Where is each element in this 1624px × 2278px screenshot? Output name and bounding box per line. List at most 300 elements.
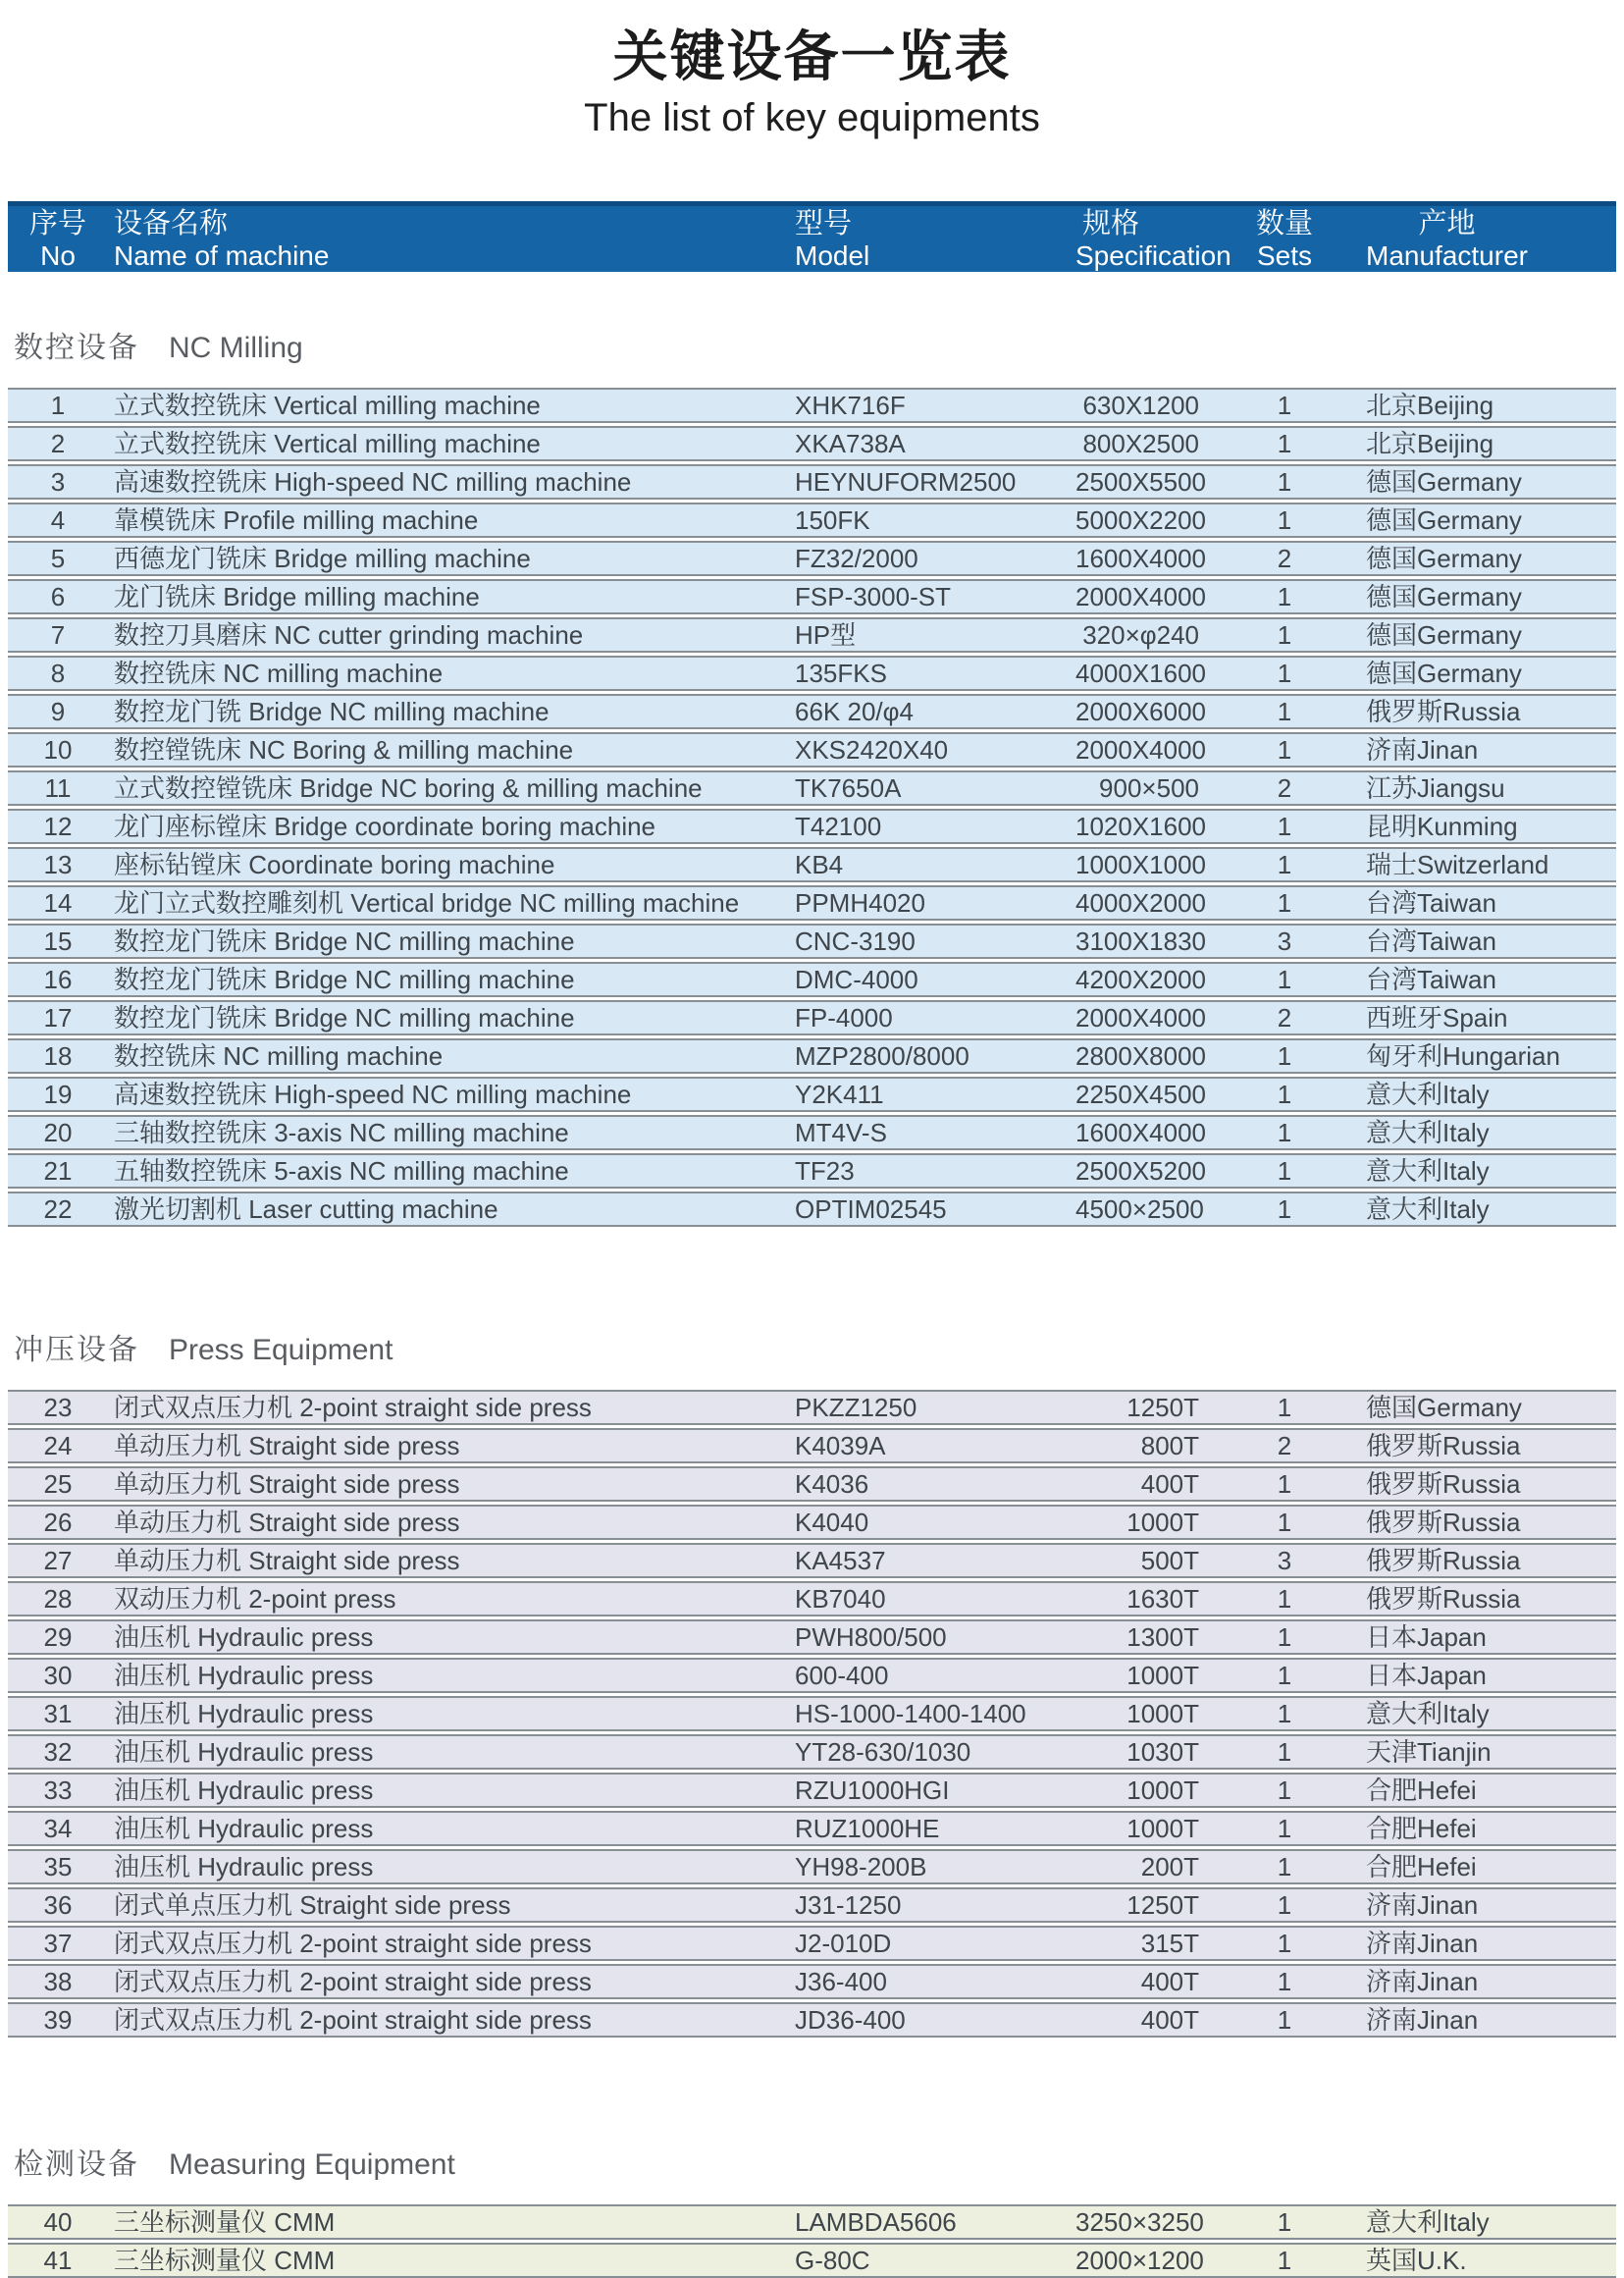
- table-row: [8, 1811, 1616, 1846]
- cell-spec: 4500×2500: [1075, 1194, 1204, 1224]
- cell-name: 油压机 Hydraulic press: [114, 1622, 374, 1652]
- cell-name: 龙门立式数控雕刻机 Vertical bridge NC milling machine: [114, 888, 740, 918]
- cell-manufacturer: 济南Jinan: [1366, 735, 1479, 765]
- cell-no: 11: [44, 773, 72, 803]
- cell-manufacturer: 德国Germany: [1366, 1393, 1522, 1422]
- cell-no: 1: [50, 391, 66, 420]
- cell-model: PPMH4020: [795, 888, 925, 918]
- cell-model: YT28-630/1030: [795, 1737, 971, 1767]
- cell-sets: 1: [1277, 1622, 1292, 1652]
- cell-manufacturer: 德国Germany: [1366, 467, 1522, 497]
- cell-sets: 1: [1277, 1080, 1292, 1109]
- cell-name: 油压机 Hydraulic press: [114, 1699, 374, 1728]
- cell-name: 双动压力机 2-point press: [114, 1584, 396, 1614]
- cell-model: RUZ1000HE: [795, 1814, 940, 1843]
- cell-manufacturer: 台湾Taiwan: [1366, 888, 1496, 918]
- table-row: [8, 2204, 1616, 2240]
- cell-name: 数控铣床 NC milling machine: [114, 659, 444, 688]
- cell-manufacturer: 济南Jinan: [1366, 2005, 1479, 2035]
- cell-manufacturer: 西班牙Spain: [1366, 1003, 1508, 1033]
- table-row: [8, 617, 1616, 653]
- cell-manufacturer: 济南Jinan: [1366, 1929, 1479, 1958]
- cell-spec: 200T: [1140, 1852, 1199, 1881]
- cell-sets: 1: [1277, 812, 1292, 841]
- table-row: [8, 1466, 1616, 1502]
- cell-no: 14: [43, 888, 73, 918]
- section-label: 检测设备 Measuring Equipment: [14, 2148, 455, 2181]
- table-row: [8, 1428, 1616, 1463]
- cell-manufacturer: 俄罗斯Russia: [1366, 1584, 1521, 1614]
- table-row: [8, 809, 1616, 844]
- cell-no: 34: [43, 1814, 73, 1843]
- cell-model: LAMBDA5606: [795, 2207, 957, 2237]
- table-row: [8, 1658, 1616, 1693]
- cell-manufacturer: 德国Germany: [1366, 582, 1522, 611]
- cell-spec: 400T: [1140, 2005, 1199, 2035]
- cell-name: 三坐标测量仪 CMM: [114, 2207, 336, 2237]
- cell-manufacturer: 意大利Italy: [1366, 1699, 1490, 1728]
- cell-manufacturer: 德国Germany: [1366, 544, 1522, 573]
- cell-model: K4036: [795, 1469, 869, 1499]
- cell-sets: 1: [1277, 1890, 1292, 1920]
- cell-spec: 1600X4000: [1075, 544, 1207, 573]
- cell-name: 靠模铣床 Profile milling machine: [114, 505, 479, 535]
- table-row: [8, 656, 1616, 691]
- rows-container: [8, 1390, 1616, 2038]
- cell-manufacturer: 意大利Italy: [1366, 2207, 1490, 2237]
- table-row: [8, 1115, 1616, 1150]
- cell-model: DMC-4000: [795, 965, 918, 994]
- table-row: [8, 694, 1616, 729]
- cell-manufacturer: 俄罗斯Russia: [1366, 1546, 1521, 1575]
- cell-no: 33: [43, 1775, 73, 1805]
- cell-no: 32: [43, 1737, 73, 1767]
- cell-model: XKA738A: [795, 429, 906, 458]
- cell-spec: 2000X4000: [1075, 735, 1207, 765]
- cell-model: KB7040: [795, 1584, 886, 1614]
- cell-spec: 1250T: [1126, 1890, 1199, 1920]
- cell-sets: 1: [1277, 1469, 1292, 1499]
- cell-spec: 5000X2200: [1075, 505, 1207, 535]
- cell-model: JD36-400: [795, 2005, 906, 2035]
- cell-sets: 1: [1277, 1699, 1292, 1728]
- cell-no: 38: [43, 1967, 73, 1996]
- column-header-specification: 规格 Specification: [1075, 207, 1231, 271]
- cell-name: 数控刀具磨床 NC cutter grinding machine: [114, 620, 584, 650]
- cell-model: G-80C: [795, 2246, 870, 2275]
- cell-sets: 1: [1277, 1967, 1292, 1996]
- cell-name: 数控龙门铣 Bridge NC milling machine: [114, 697, 550, 726]
- cell-manufacturer: 日本Japan: [1366, 1622, 1487, 1652]
- table-row: [8, 1581, 1616, 1616]
- cell-sets: 2: [1277, 773, 1292, 803]
- table-row: [8, 1153, 1616, 1189]
- cell-manufacturer: 济南Jinan: [1366, 1890, 1479, 1920]
- cell-no: 23: [43, 1393, 73, 1422]
- cell-name: 座标钻镗床 Coordinate boring machine: [114, 850, 555, 879]
- cell-spec: 320×φ240: [1082, 620, 1199, 650]
- cell-no: 8: [50, 659, 66, 688]
- cell-spec: 1020X1600: [1075, 812, 1207, 841]
- cell-spec: 1000T: [1126, 1661, 1199, 1690]
- table-row: [8, 1887, 1616, 1923]
- cell-manufacturer: 昆明Kunming: [1366, 812, 1518, 841]
- table-row: [8, 464, 1616, 500]
- table-row: [8, 1926, 1616, 1961]
- cell-sets: 1: [1277, 1584, 1292, 1614]
- cell-no: 36: [43, 1890, 73, 1920]
- cell-name: 油压机 Hydraulic press: [114, 1737, 374, 1767]
- cell-no: 7: [50, 620, 66, 650]
- column-header-model: 型号 Model: [795, 207, 870, 271]
- cell-model: TK7650A: [795, 773, 902, 803]
- cell-model: KA4537: [795, 1546, 886, 1575]
- cell-manufacturer: 合肥Hefei: [1366, 1775, 1477, 1805]
- cell-spec: 2800X8000: [1075, 1041, 1207, 1071]
- table-row: [8, 1696, 1616, 1731]
- cell-name: 立式数控铣床 Vertical milling machine: [114, 429, 541, 458]
- cell-sets: 1: [1277, 1929, 1292, 1958]
- cell-name: 数控龙门铣床 Bridge NC milling machine: [114, 965, 575, 994]
- cell-name: 激光切割机 Laser cutting machine: [114, 1194, 498, 1224]
- cell-no: 6: [50, 582, 66, 611]
- cell-no: 9: [50, 697, 66, 726]
- cell-spec: 1000X1000: [1075, 850, 1207, 879]
- cell-spec: 800X2500: [1082, 429, 1199, 458]
- cell-no: 27: [43, 1546, 73, 1575]
- cell-spec: 4000X1600: [1075, 659, 1207, 688]
- table-row: [8, 503, 1616, 538]
- cell-name: 龙门座标镗床 Bridge coordinate boring machine: [114, 812, 656, 841]
- cell-spec: 2000X6000: [1075, 697, 1207, 726]
- cell-manufacturer: 俄罗斯Russia: [1366, 1508, 1521, 1537]
- cell-manufacturer: 意大利Italy: [1366, 1156, 1490, 1186]
- cell-spec: 315T: [1140, 1929, 1199, 1958]
- cell-no: 26: [43, 1508, 73, 1537]
- cell-model: 150FK: [795, 505, 870, 535]
- cell-name: 闭式双点压力机 2-point straight side press: [114, 1929, 592, 1958]
- cell-spec: 1600X4000: [1075, 1118, 1207, 1147]
- cell-no: 28: [43, 1584, 73, 1614]
- cell-no: 18: [43, 1041, 73, 1071]
- cell-model: K4040: [795, 1508, 869, 1537]
- section-label: 冲压设备 Press Equipment: [14, 1334, 393, 1366]
- document-page: [0, 14, 1624, 2275]
- table-row: [8, 1077, 1616, 1112]
- cell-no: 24: [43, 1431, 73, 1460]
- cell-sets: 1: [1277, 1737, 1292, 1767]
- cell-sets: 1: [1277, 1775, 1292, 1805]
- cell-model: FP-4000: [795, 1003, 893, 1033]
- cell-name: 闭式双点压力机 2-point straight side press: [114, 1967, 592, 1996]
- cell-name: 油压机 Hydraulic press: [114, 1661, 374, 1690]
- cell-name: 三轴数控铣床 3-axis NC milling machine: [114, 1118, 569, 1147]
- cell-sets: 1: [1277, 888, 1292, 918]
- cell-no: 17: [43, 1003, 73, 1033]
- cell-sets: 1: [1277, 429, 1292, 458]
- table-row: [8, 1000, 1616, 1035]
- cell-manufacturer: 合肥Hefei: [1366, 1814, 1477, 1843]
- table-row: [8, 1964, 1616, 1999]
- cell-name: 数控镗铣床 NC Boring & milling machine: [114, 735, 574, 765]
- cell-spec: 630X1200: [1082, 391, 1199, 420]
- cell-spec: 2000X4000: [1075, 1003, 1207, 1033]
- table-row: [8, 1505, 1616, 1540]
- cell-sets: 1: [1277, 850, 1292, 879]
- cell-manufacturer: 俄罗斯Russia: [1366, 1469, 1521, 1499]
- column-header-sets: 数量 Sets: [1255, 207, 1313, 271]
- cell-no: 15: [43, 927, 73, 956]
- cell-spec: 4200X2000: [1075, 965, 1207, 994]
- cell-no: 10: [43, 735, 73, 765]
- cell-sets: 1: [1277, 582, 1292, 611]
- cell-manufacturer: 意大利Italy: [1366, 1080, 1490, 1109]
- cell-name: 油压机 Hydraulic press: [114, 1852, 374, 1881]
- cell-no: 21: [43, 1156, 73, 1186]
- cell-no: 37: [43, 1929, 73, 1958]
- section-press-equipment: [0, 1325, 1624, 2038]
- cell-name: 单动压力机 Straight side press: [114, 1508, 460, 1537]
- cell-manufacturer: 德国Germany: [1366, 659, 1522, 688]
- table-row: [8, 1849, 1616, 1884]
- cell-name: 西德龙门铣床 Bridge milling machine: [114, 544, 531, 573]
- cell-spec: 900×500: [1099, 773, 1199, 803]
- cell-spec: 1300T: [1126, 1622, 1199, 1652]
- cell-sets: 1: [1277, 2207, 1292, 2237]
- cell-manufacturer: 台湾Taiwan: [1366, 965, 1496, 994]
- cell-sets: 1: [1277, 1194, 1292, 1224]
- cell-spec: 3100X1830: [1075, 927, 1207, 956]
- section-nc-milling: [0, 323, 1624, 1227]
- cell-spec: 4000X2000: [1075, 888, 1207, 918]
- cell-model: HP型: [795, 620, 857, 650]
- cell-name: 数控铣床 NC milling machine: [114, 1041, 444, 1071]
- table-row: [8, 885, 1616, 921]
- cell-model: RZU1000HGI: [795, 1775, 950, 1805]
- cell-no: 40: [43, 2207, 73, 2237]
- table-row: [8, 847, 1616, 882]
- cell-manufacturer: 日本Japan: [1366, 1661, 1487, 1690]
- table-row: [8, 579, 1616, 614]
- cell-model: Y2K411: [795, 1080, 884, 1109]
- cell-manufacturer: 济南Jinan: [1366, 1967, 1479, 1996]
- cell-model: J2-010D: [795, 1929, 892, 1958]
- cell-no: 35: [43, 1852, 73, 1881]
- cell-model: FSP-3000-ST: [795, 582, 951, 611]
- cell-spec: 1000T: [1126, 1699, 1199, 1728]
- cell-manufacturer: 台湾Taiwan: [1366, 927, 1496, 956]
- table-row: [8, 770, 1616, 806]
- cell-manufacturer: 天津Tianjin: [1366, 1737, 1492, 1767]
- cell-model: HS-1000-1400-1400: [795, 1699, 1026, 1728]
- cell-model: OPTIM02545: [795, 1194, 947, 1224]
- cell-sets: 1: [1277, 1393, 1292, 1422]
- cell-spec: 1000T: [1126, 1508, 1199, 1537]
- cell-spec: 500T: [1140, 1546, 1199, 1575]
- cell-no: 39: [43, 2005, 73, 2035]
- cell-model: XHK716F: [795, 391, 906, 420]
- cell-sets: 1: [1277, 505, 1292, 535]
- cell-manufacturer: 意大利Italy: [1366, 1194, 1490, 1224]
- table-row: [8, 388, 1616, 423]
- cell-name: 闭式双点压力机 2-point straight side press: [114, 2005, 592, 2035]
- cell-model: T42100: [795, 812, 882, 841]
- cell-sets: 1: [1277, 697, 1292, 726]
- table-row: [8, 1390, 1616, 1425]
- cell-sets: 1: [1277, 1814, 1292, 1843]
- cell-spec: 400T: [1140, 1469, 1199, 1499]
- cell-manufacturer: 瑞士Switzerland: [1366, 850, 1549, 879]
- cell-name: 闭式双点压力机 2-point straight side press: [114, 1393, 592, 1422]
- cell-name: 三坐标测量仪 CMM: [114, 2246, 336, 2275]
- cell-manufacturer: 俄罗斯Russia: [1366, 697, 1521, 726]
- cell-spec: 2000X4000: [1075, 582, 1207, 611]
- cell-manufacturer: 德国Germany: [1366, 620, 1522, 650]
- cell-model: YH98-200B: [795, 1852, 927, 1881]
- section-label: 数控设备 NC Milling: [14, 332, 303, 364]
- cell-name: 闭式单点压力机 Straight side press: [114, 1890, 511, 1920]
- cell-manufacturer: 江苏Jiangsu: [1366, 773, 1505, 803]
- cell-sets: 1: [1277, 1156, 1292, 1186]
- column-header-name: 设备名称 Name of machine: [114, 207, 330, 271]
- cell-manufacturer: 北京Beijing: [1366, 391, 1494, 420]
- cell-name: 数控龙门铣床 Bridge NC milling machine: [114, 927, 575, 956]
- cell-sets: 1: [1277, 659, 1292, 688]
- table-row: [8, 2243, 1616, 2278]
- cell-no: 13: [43, 850, 73, 879]
- cell-name: 立式数控镗铣床 Bridge NC boring & milling machine: [114, 773, 703, 803]
- rows-container: [8, 388, 1616, 1227]
- cell-spec: 400T: [1140, 1967, 1199, 1996]
- cell-no: 22: [43, 1194, 73, 1224]
- cell-name: 单动压力机 Straight side press: [114, 1469, 460, 1499]
- cell-no: 2: [50, 429, 66, 458]
- cell-manufacturer: 德国Germany: [1366, 505, 1522, 535]
- cell-no: 30: [43, 1661, 73, 1690]
- table-row: [8, 1773, 1616, 1808]
- cell-sets: 3: [1277, 1546, 1292, 1575]
- table-row: [8, 732, 1616, 768]
- table-row: [8, 962, 1616, 997]
- cell-spec: 2000×1200: [1075, 2246, 1204, 2275]
- cell-spec: 1250T: [1126, 1393, 1199, 1422]
- cell-sets: 1: [1277, 391, 1292, 420]
- cell-model: HEYNUFORM2500: [795, 467, 1017, 497]
- cell-manufacturer: 俄罗斯Russia: [1366, 1431, 1521, 1460]
- table-row: [8, 1619, 1616, 1655]
- cell-no: 31: [43, 1699, 73, 1728]
- cell-model: MT4V-S: [795, 1118, 887, 1147]
- cell-name: 油压机 Hydraulic press: [114, 1814, 374, 1843]
- cell-sets: 1: [1277, 2246, 1292, 2275]
- cell-name: 单动压力机 Straight side press: [114, 1431, 460, 1460]
- cell-sets: 1: [1277, 965, 1292, 994]
- table-row: [8, 541, 1616, 576]
- cell-name: 高速数控铣床 High-speed NC milling machine: [114, 1080, 632, 1109]
- table-row: [8, 1038, 1616, 1074]
- cell-spec: 2250X4500: [1075, 1080, 1207, 1109]
- cell-spec: 2500X5200: [1075, 1156, 1207, 1186]
- cell-name: 高速数控铣床 High-speed NC milling machine: [114, 467, 632, 497]
- cell-sets: 1: [1277, 1508, 1292, 1537]
- cell-spec: 1000T: [1126, 1814, 1199, 1843]
- table-row: [8, 924, 1616, 959]
- cell-spec: 1000T: [1126, 1775, 1199, 1805]
- cell-sets: 1: [1277, 2005, 1292, 2035]
- cell-sets: 1: [1277, 620, 1292, 650]
- cell-model: PWH800/500: [795, 1622, 947, 1652]
- cell-manufacturer: 合肥Hefei: [1366, 1852, 1477, 1881]
- cell-name: 龙门铣床 Bridge milling machine: [114, 582, 480, 611]
- cell-no: 16: [43, 965, 73, 994]
- table-row: [8, 1543, 1616, 1578]
- cell-sets: 1: [1277, 1041, 1292, 1071]
- cell-spec: 2500X5500: [1075, 467, 1207, 497]
- cell-sets: 2: [1277, 1431, 1292, 1460]
- cell-spec: 3250×3250: [1075, 2207, 1204, 2237]
- cell-model: K4039A: [795, 1431, 886, 1460]
- cell-sets: 1: [1277, 1852, 1292, 1881]
- cell-model: 600-400: [795, 1661, 889, 1690]
- cell-model: CNC-3190: [795, 927, 916, 956]
- table-row: [8, 1192, 1616, 1227]
- table-row: [8, 1734, 1616, 1770]
- cell-manufacturer: 英国U.K.: [1366, 2246, 1467, 2275]
- table-header: [8, 201, 1616, 272]
- cell-model: FZ32/2000: [795, 544, 918, 573]
- cell-name: 五轴数控铣床 5-axis NC milling machine: [114, 1156, 569, 1186]
- cell-no: 4: [50, 505, 66, 535]
- cell-manufacturer: 匈牙利Hungarian: [1366, 1041, 1560, 1071]
- cell-no: 20: [43, 1118, 73, 1147]
- cell-name: 数控龙门铣床 Bridge NC milling machine: [114, 1003, 575, 1033]
- cell-no: 5: [50, 544, 66, 573]
- cell-spec: 1630T: [1126, 1584, 1199, 1614]
- cell-sets: 1: [1277, 1661, 1292, 1690]
- table-row: [8, 426, 1616, 461]
- cell-sets: 1: [1277, 735, 1292, 765]
- cell-sets: 1: [1277, 1118, 1292, 1147]
- cell-model: MZP2800/8000: [795, 1041, 969, 1071]
- table-row: [8, 2002, 1616, 2038]
- cell-no: 41: [43, 2246, 73, 2275]
- cell-model: 135FKS: [795, 659, 887, 688]
- page-subtitle: The list of key equipments: [584, 96, 1040, 139]
- cell-name: 立式数控铣床 Vertical milling machine: [114, 391, 541, 420]
- cell-manufacturer: 北京Beijing: [1366, 429, 1494, 458]
- cell-sets: 1: [1277, 467, 1292, 497]
- cell-spec: 1030T: [1126, 1737, 1199, 1767]
- cell-name: 油压机 Hydraulic press: [114, 1775, 374, 1805]
- rows-container: [8, 2204, 1616, 2278]
- column-header-no: 序号 No: [28, 207, 86, 271]
- cell-no: 25: [43, 1469, 73, 1499]
- cell-spec: 800T: [1140, 1431, 1199, 1460]
- cell-no: 19: [43, 1080, 73, 1109]
- cell-no: 3: [50, 467, 66, 497]
- cell-sets: 3: [1277, 927, 1292, 956]
- cell-model: TF23: [795, 1156, 855, 1186]
- cell-model: 66K 20/φ4: [795, 697, 914, 726]
- cell-sets: 2: [1277, 544, 1292, 573]
- page-title: 关键设备一览表: [612, 26, 1012, 87]
- cell-model: PKZZ1250: [795, 1393, 917, 1422]
- cell-name: 单动压力机 Straight side press: [114, 1546, 460, 1575]
- column-header-manufacturer: 产地 Manufacturer: [1366, 207, 1528, 271]
- cell-sets: 2: [1277, 1003, 1292, 1033]
- cell-no: 29: [43, 1622, 73, 1652]
- cell-no: 12: [43, 812, 73, 841]
